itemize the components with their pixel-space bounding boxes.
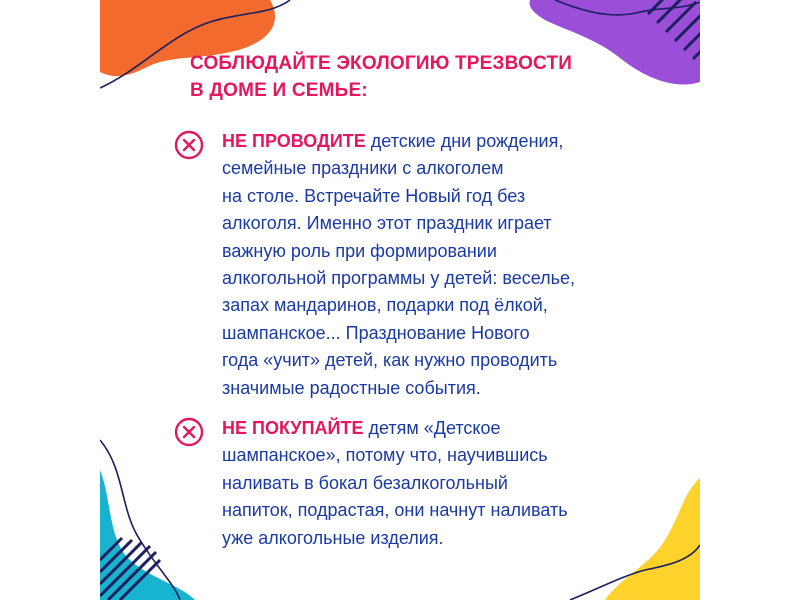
rule-line: наливать в бокал безалкогольный [222, 472, 508, 493]
rule-lead: НЕ ПОКУПАЙТЕ [222, 418, 364, 438]
title-line-1: СОБЛЮДАЙТЕ ЭКОЛОГИЮ ТРЕЗВОСТИ [190, 53, 573, 74]
rule-line: шампанское», потому что, научившись [222, 445, 548, 466]
rule-line: семейные праздники с алкоголем [222, 158, 504, 179]
page-title [190, 50, 660, 104]
rule-line: важную роль при формировании [222, 240, 497, 261]
rule-line: алкоголя. Именно этот праздник играет [222, 213, 552, 234]
rule-line: шампанское... Празднование Нового [222, 322, 530, 343]
rule-lead: НЕ ПРОВОДИТЕ [222, 131, 366, 151]
cross-circle-icon [174, 417, 204, 447]
rule-first-line-rest: детские дни рождения, [365, 131, 564, 151]
rule-line: значимые радостные события. [222, 377, 481, 398]
rule-line: года «учит» детей, как нужно проводить [222, 350, 558, 371]
rule-text [222, 128, 662, 402]
rule-text [222, 415, 662, 552]
rule-line: напиток, подрастая, они начнут наливать [222, 500, 568, 521]
rule-line: алкогольной программы у детей: веселье, [222, 268, 576, 289]
rule-line: уже алкогольные изделия. [222, 527, 444, 548]
poster-card [100, 0, 700, 600]
rule-first-line [222, 128, 662, 155]
rule-first-line [222, 415, 662, 442]
rule-first-line-rest: детям «Детское [363, 418, 501, 438]
rule-line: на столе. Встречайте Новый год без [222, 185, 526, 206]
cross-circle-icon [174, 130, 204, 160]
title-line-2: В ДОМЕ И СЕМЬЕ: [190, 80, 368, 101]
rule-line: запах мандаринов, подарки под ёлкой, [222, 295, 548, 316]
